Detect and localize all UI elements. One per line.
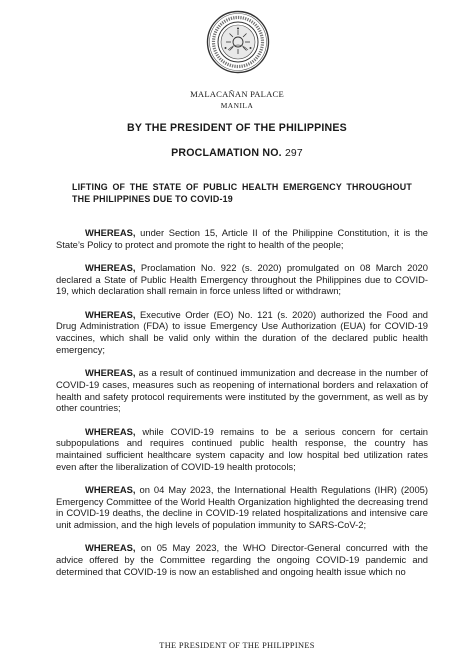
- presidential-seal-icon: [206, 10, 270, 74]
- whereas-text: Executive Order (EO) No. 121 (s. 2020) authorized the Food and Drug Administration (FDA) to issue Emergency Use Authorization (EUA) for COVID-19 vaccines, which shall be valid only within the duration of the declared public health emergency;: [56, 308, 428, 355]
- whereas-lead: WHEREAS,: [85, 483, 136, 495]
- whereas-lead: WHEREAS,: [85, 425, 136, 437]
- whereas-lead: WHEREAS,: [85, 542, 136, 554]
- proclamation-subject: LIFTING OF THE STATE OF PUBLIC HEALTH EMERGENCY THROUGHOUT THE PHILIPPINES DUE TO COVID-19: [72, 182, 412, 204]
- whereas-paragraph: [56, 309, 428, 356]
- whereas-paragraph: [56, 542, 428, 577]
- proclamation-heading: [0, 147, 474, 159]
- whereas-text: Proclamation No. 922 (s. 2020) promulgated on 08 March 2020 declared a State of Public Health Emergency throughout the Philippines due to COVID-19, which declaration shall remain in force unless lifted or withdrawn;: [56, 262, 428, 297]
- whereas-lead: WHEREAS,: [85, 262, 136, 273]
- whereas-text: on 05 May 2023, the WHO Director-General concurred with the advice offered by the Committee regarding the ongoing COVID-19 pandemic and determined that COVID-19 is now an established and ongoing health issue which no: [56, 542, 428, 577]
- whereas-lead: WHEREAS,: [85, 227, 136, 238]
- issuer-line: BY THE PRESIDENT OF THE PHILIPPINES: [127, 122, 347, 134]
- city-name: MANILA: [220, 101, 254, 110]
- whereas-text: on 04 May 2023, the International Health Regulations (IHR) (2005) Emergency Committee of the World Health Organization highlighted the decreasing trend in COVID-19 deaths, the decline in COVID-19 related hospitalizations and intensive care unit admission, and the high levels of population immunity to SARS-CoV-2;: [56, 483, 428, 531]
- proclamation-number: 297: [284, 148, 303, 159]
- whereas-paragraph: [56, 426, 428, 473]
- whereas-lead: WHEREAS,: [85, 308, 136, 320]
- palace-name: MALACAÑAN PALACE: [190, 89, 284, 99]
- page-footer: THE PRESIDENT OF THE PHILIPPINES: [159, 641, 315, 650]
- whereas-text: under Section 15, Article II of the Philippine Constitution, it is the State’s Policy to protect and promote the right to health of the people;: [56, 227, 428, 250]
- whereas-paragraph: [56, 262, 428, 297]
- whereas-text: as a result of continued immunization and decrease in the number of COVID-19 cases, measures such as reopening of international borders and relaxation of health and safety protocol requirements were instituted by the government, as well as by other countries;: [56, 367, 428, 414]
- whereas-paragraph: [56, 484, 428, 531]
- whereas-paragraph: [56, 227, 428, 250]
- whereas-paragraph: [56, 367, 428, 414]
- proclamation-body: [56, 227, 428, 589]
- whereas-lead: WHEREAS,: [85, 367, 136, 379]
- proclamation-label: PROCLAMATION NO.: [171, 147, 282, 159]
- whereas-text: while COVID-19 remains to be a serious concern for certain subpopulations and requires continued public health response, the country has maintained sufficient healthcare system capacity and low hospital bed utilization rates even after the liberalization of COVID-19 health protocols;: [56, 425, 428, 472]
